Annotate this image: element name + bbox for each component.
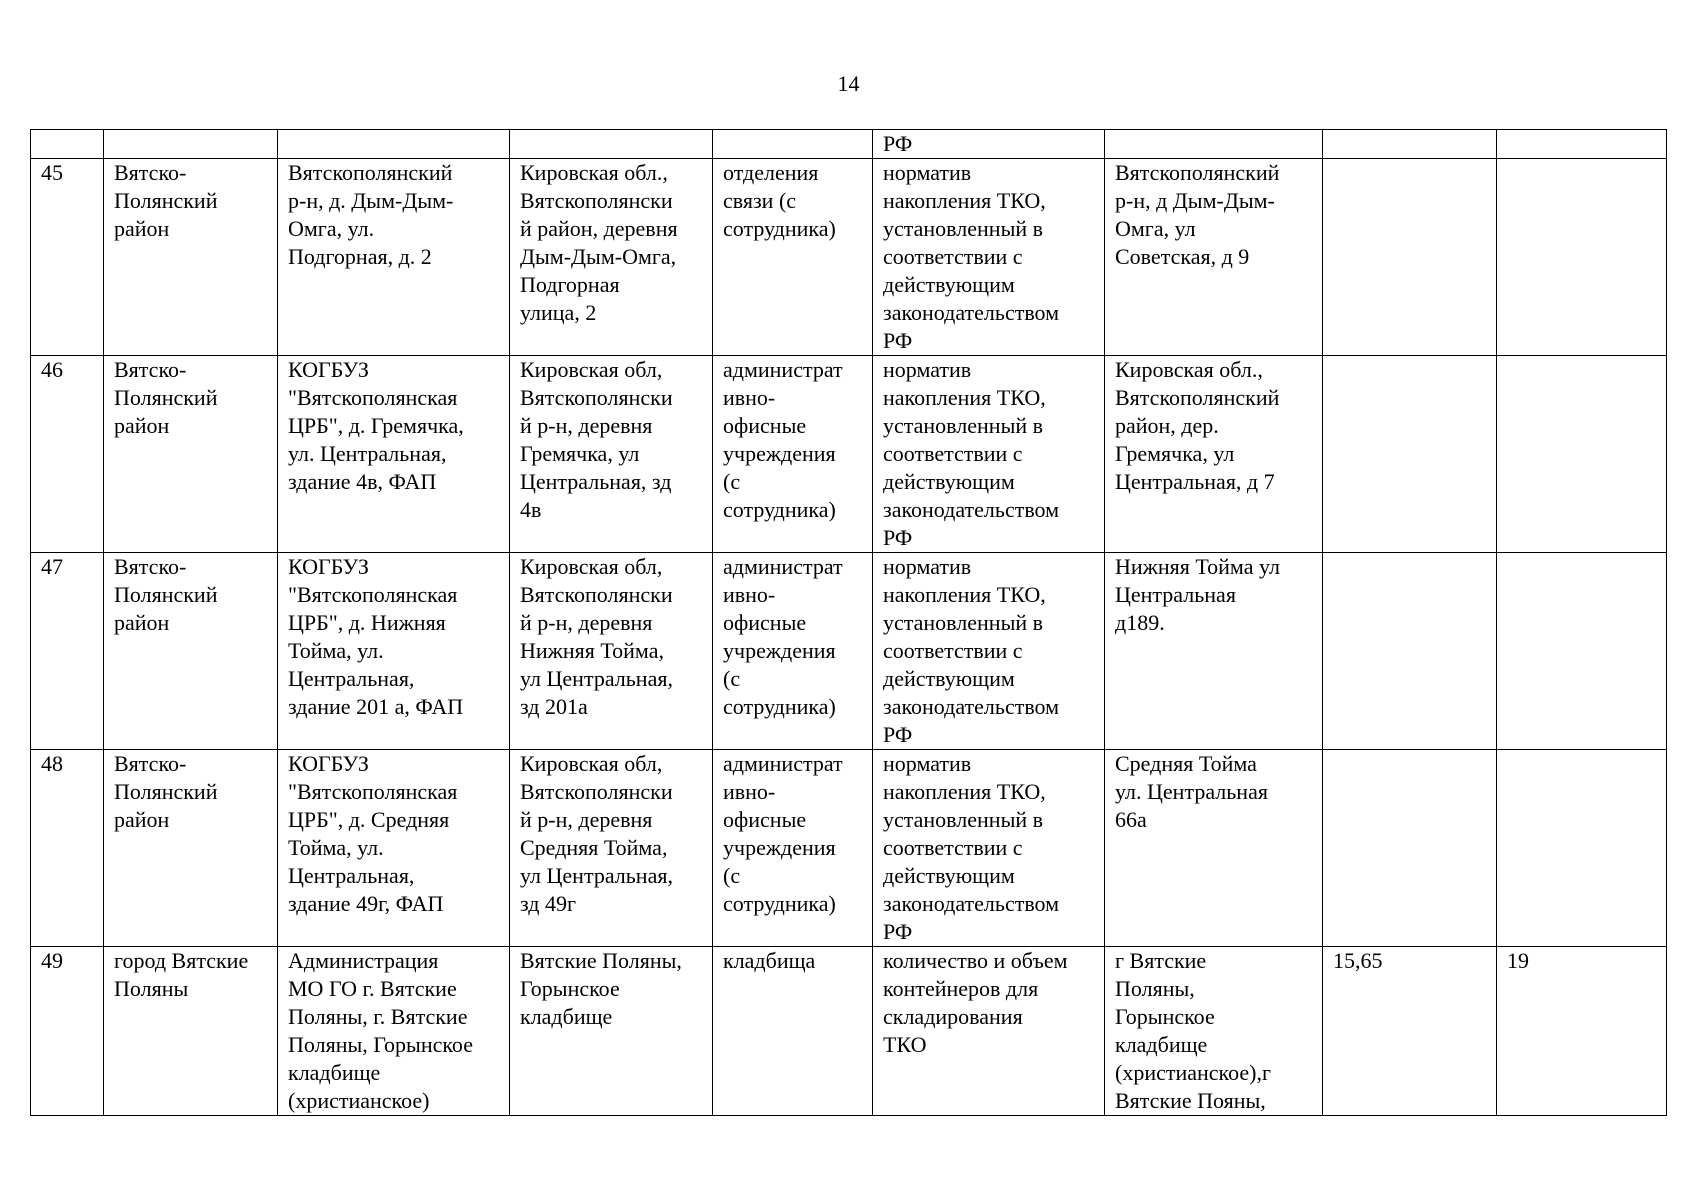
cell-basis: [873, 356, 1105, 553]
cell-line: действующим: [883, 272, 1015, 297]
cell-line: Нижняя Тойма,: [520, 638, 664, 663]
cell-site: [1105, 356, 1323, 553]
cell-line: Вятско-: [114, 554, 187, 579]
cell-line: сотрудника): [723, 216, 836, 241]
cell-count: 19: [1497, 947, 1667, 1116]
cell-basis: [873, 159, 1105, 356]
cell-line: Вятские Поляны,: [520, 948, 682, 973]
cell-num: 47: [31, 553, 104, 750]
cell-line: район, дер.: [1115, 413, 1219, 438]
cell-line: соответствии с: [883, 638, 1023, 663]
cell-owner: [278, 553, 510, 750]
cell-line: й р-н, деревня: [520, 610, 653, 635]
cell-site: [1105, 750, 1323, 947]
cell-line: Центральная,: [288, 666, 415, 691]
cell-line: (с: [723, 666, 741, 691]
cell-line: Кировская обл.,: [1115, 357, 1263, 382]
cell-district: [104, 159, 278, 356]
cell-line: ул. Центральная: [1115, 779, 1268, 804]
cell-type: [713, 356, 873, 553]
cell-line: Поляны, г. Вятские: [288, 1004, 468, 1029]
cell-line: соответствии с: [883, 244, 1023, 269]
cell-line: "Вятскополянская: [288, 582, 458, 607]
cell-line: сотрудника): [723, 891, 836, 916]
cell-line: складирования: [883, 1004, 1023, 1029]
cell-count: [1497, 356, 1667, 553]
cell-line: Тойма, ул.: [288, 835, 384, 860]
cell-line: Полянский: [114, 779, 218, 804]
cell-type: [713, 947, 873, 1116]
cell-line: район: [114, 610, 170, 635]
cell-line: Вятскополянский: [1115, 160, 1280, 185]
cell-line: 4в: [520, 497, 542, 522]
cell-district: [104, 130, 278, 159]
cell-num: 46: [31, 356, 104, 553]
cell-line: Полянский: [114, 188, 218, 213]
cell-basis: [873, 947, 1105, 1116]
cell-district: [104, 750, 278, 947]
cell-site: [1105, 553, 1323, 750]
cell-line: (христианское): [288, 1088, 430, 1113]
table-row: [31, 750, 1667, 947]
cell-owner: [278, 130, 510, 159]
cell-line: Поляны,: [1115, 976, 1195, 1001]
cell-line: накопления ТКО,: [883, 385, 1046, 410]
cell-line: количество и объем: [883, 948, 1068, 973]
cell-line: г Вятские: [1115, 948, 1207, 973]
cell-line: установленный в: [883, 610, 1044, 635]
cell-line: кладбище: [520, 1004, 613, 1029]
cell-line: (христианское),г: [1115, 1060, 1272, 1085]
cell-line: действующим: [883, 469, 1015, 494]
cell-line: накопления ТКО,: [883, 582, 1046, 607]
cell-line: установленный в: [883, 807, 1044, 832]
cell-line: Средняя Тойма: [1115, 751, 1257, 776]
cell-basis: [873, 553, 1105, 750]
cell-line: законодательством: [883, 300, 1060, 325]
cell-line: Центральная: [1115, 582, 1236, 607]
cell-num: 48: [31, 750, 104, 947]
cell-line: норматив: [883, 357, 972, 382]
cell-line: (с: [723, 863, 741, 888]
cell-site: [1105, 130, 1323, 159]
cell-line: офисные: [723, 610, 807, 635]
cell-address: [510, 750, 713, 947]
cell-line: "Вятскополянская: [288, 779, 458, 804]
table-row: [31, 159, 1667, 356]
cell-volume: [1323, 356, 1497, 553]
cell-district: [104, 553, 278, 750]
cell-line: ЦРБ", д. Средняя: [288, 807, 450, 832]
cell-basis: [873, 750, 1105, 947]
cell-line: Кировская обл,: [520, 751, 663, 776]
cell-address: [510, 356, 713, 553]
cell-line: контейнеров для: [883, 976, 1039, 1001]
cell-line: офисные: [723, 807, 807, 832]
data-table: [30, 129, 1667, 1116]
cell-line: соответствии с: [883, 835, 1023, 860]
cell-line: й район, деревня: [520, 216, 678, 241]
cell-line: администрат: [723, 357, 843, 382]
cell-line: Поляны, Горынское: [288, 1032, 473, 1057]
cell-type: [713, 750, 873, 947]
cell-address: [510, 947, 713, 1116]
cell-line: учреждения: [723, 835, 836, 860]
cell-line: здание 4в, ФАП: [288, 469, 437, 494]
cell-line: кладбище: [288, 1060, 381, 1085]
cell-line: сотрудника): [723, 497, 836, 522]
cell-line: Вятско-: [114, 357, 187, 382]
cell-volume: [1323, 750, 1497, 947]
cell-line: Горынское: [520, 976, 620, 1001]
cell-line: й р-н, деревня: [520, 413, 653, 438]
cell-line: Полянский: [114, 582, 218, 607]
cell-line: Горынское: [1115, 1004, 1215, 1029]
cell-line: Поляны: [114, 976, 189, 1001]
cell-line: законодательством: [883, 694, 1060, 719]
cell-line: МО ГО г. Вятские: [288, 976, 457, 1001]
cell-count: [1497, 750, 1667, 947]
cell-line: офисные: [723, 413, 807, 438]
cell-line: РФ: [883, 919, 913, 944]
cell-line: кладбища: [723, 948, 816, 973]
cell-line: Вятскополянски: [520, 582, 673, 607]
cell-line: учреждения: [723, 441, 836, 466]
table-body: [31, 130, 1667, 1116]
cell-line: город Вятские: [114, 948, 249, 973]
cell-line: Дым-Дым-Омга,: [520, 244, 677, 269]
cell-line: Вятскополянски: [520, 188, 673, 213]
cell-count: [1497, 159, 1667, 356]
cell-owner: [278, 947, 510, 1116]
cell-line: "Вятскополянская: [288, 385, 458, 410]
cell-line: район: [114, 216, 170, 241]
cell-line: здание 201 а, ФАП: [288, 694, 464, 719]
cell-line: Вятско-: [114, 160, 187, 185]
cell-type: [713, 159, 873, 356]
table-row: [31, 947, 1667, 1116]
cell-line: накопления ТКО,: [883, 779, 1046, 804]
cell-line: РФ: [883, 328, 913, 353]
cell-num: [31, 130, 104, 159]
cell-line: КОГБУЗ: [288, 751, 369, 776]
cell-owner: [278, 159, 510, 356]
cell-line: РФ: [883, 722, 913, 747]
cell-line: Омга, ул: [1115, 216, 1196, 241]
cell-volume: [1323, 130, 1497, 159]
cell-line: сотрудника): [723, 694, 836, 719]
cell-type: [713, 553, 873, 750]
cell-line: Администрация: [288, 948, 439, 973]
cell-district: [104, 356, 278, 553]
cell-line: ЦРБ", д. Гремячка,: [288, 413, 464, 438]
cell-volume: [1323, 159, 1497, 356]
cell-line: ивно-: [723, 385, 776, 410]
cell-line: здание 49г, ФАП: [288, 891, 444, 916]
cell-line: д189.: [1115, 610, 1165, 635]
cell-line: Подгорная, д. 2: [288, 244, 432, 269]
table-row: [31, 356, 1667, 553]
cell-line: 66а: [1115, 807, 1147, 832]
cell-line: ивно-: [723, 779, 776, 804]
cell-line: Средняя Тойма,: [520, 835, 668, 860]
cell-line: законодательством: [883, 497, 1060, 522]
cell-volume: [1323, 553, 1497, 750]
cell-line: (с: [723, 469, 741, 494]
cell-num: 45: [31, 159, 104, 356]
cell-basis: РФ: [873, 130, 1105, 159]
continuation-row: [31, 130, 1667, 159]
cell-line: Кировская обл,: [520, 357, 663, 382]
cell-line: ТКО: [883, 1032, 927, 1057]
cell-line: Вятские Пояны,: [1115, 1088, 1266, 1113]
cell-line: Кировская обл.,: [520, 160, 668, 185]
cell-line: Подгорная: [520, 272, 620, 297]
cell-address: [510, 130, 713, 159]
cell-line: Советская, д 9: [1115, 244, 1250, 269]
cell-line: соответствии с: [883, 441, 1023, 466]
cell-line: район: [114, 413, 170, 438]
cell-site: [1105, 947, 1323, 1116]
cell-line: Вятскополянски: [520, 779, 673, 804]
cell-line: РФ: [883, 525, 913, 550]
cell-address: [510, 159, 713, 356]
cell-line: законодательством: [883, 891, 1060, 916]
cell-line: отделения: [723, 160, 819, 185]
cell-line: учреждения: [723, 638, 836, 663]
cell-line: КОГБУЗ: [288, 554, 369, 579]
cell-line: КОГБУЗ: [288, 357, 369, 382]
cell-line: й р-н, деревня: [520, 807, 653, 832]
cell-line: Гремячка, ул: [1115, 441, 1235, 466]
cell-line: норматив: [883, 751, 972, 776]
cell-line: норматив: [883, 160, 972, 185]
cell-line: установленный в: [883, 216, 1044, 241]
cell-line: Центральная, зд: [520, 469, 672, 494]
cell-line: р-н, д. Дым-Дым-: [288, 188, 454, 213]
cell-line: Вятскополянский: [288, 160, 453, 185]
cell-line: накопления ТКО,: [883, 188, 1046, 213]
cell-line: Центральная,: [288, 863, 415, 888]
cell-line: ул. Центральная,: [288, 441, 447, 466]
page-number: 14: [837, 71, 860, 96]
cell-line: Омга, ул.: [288, 216, 375, 241]
cell-line: норматив: [883, 554, 972, 579]
cell-address: [510, 553, 713, 750]
cell-line: Тойма, ул.: [288, 638, 384, 663]
cell-type: [713, 130, 873, 159]
cell-line: зд 49г: [520, 891, 577, 916]
cell-line: установленный в: [883, 413, 1044, 438]
cell-line: действующим: [883, 863, 1015, 888]
cell-line: действующим: [883, 666, 1015, 691]
cell-line: ул Центральная,: [520, 666, 673, 691]
cell-line: администрат: [723, 751, 843, 776]
cell-volume: 15,65: [1323, 947, 1497, 1116]
cell-owner: [278, 356, 510, 553]
cell-line: администрат: [723, 554, 843, 579]
cell-site: [1105, 159, 1323, 356]
cell-count: [1497, 553, 1667, 750]
cell-line: Кировская обл,: [520, 554, 663, 579]
cell-line: Вятскополянски: [520, 385, 673, 410]
cell-owner: [278, 750, 510, 947]
cell-line: Нижняя Тойма ул: [1115, 554, 1280, 579]
cell-line: ул Центральная,: [520, 863, 673, 888]
cell-line: Гремячка, ул: [520, 441, 640, 466]
cell-line: зд 201а: [520, 694, 588, 719]
cell-line: связи (с: [723, 188, 797, 213]
table-row: [31, 553, 1667, 750]
cell-line: улица, 2: [520, 300, 597, 325]
cell-line: Вятскополянский: [1115, 385, 1280, 410]
cell-line: Вятско-: [114, 751, 187, 776]
cell-count: [1497, 130, 1667, 159]
cell-num: 49: [31, 947, 104, 1116]
cell-line: р-н, д Дым-Дым-: [1115, 188, 1275, 213]
cell-line: Полянский: [114, 385, 218, 410]
cell-line: Центральная, д 7: [1115, 469, 1275, 494]
cell-line: ЦРБ", д. Нижняя: [288, 610, 446, 635]
cell-district: [104, 947, 278, 1116]
cell-line: кладбище: [1115, 1032, 1208, 1057]
cell-line: район: [114, 807, 170, 832]
cell-line: ивно-: [723, 582, 776, 607]
